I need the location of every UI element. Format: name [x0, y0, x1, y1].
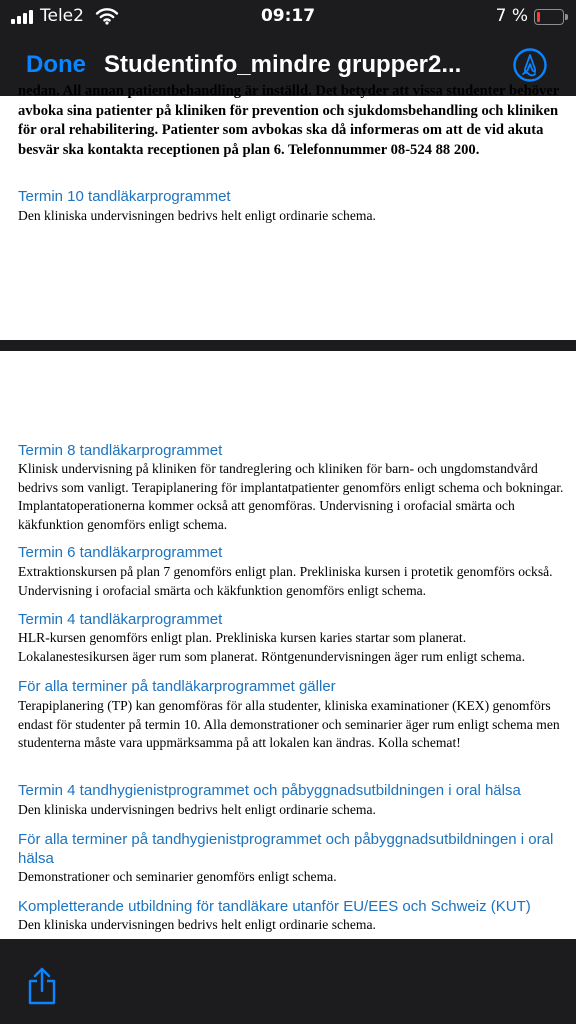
bottom-toolbar [0, 939, 576, 1024]
intro-line: besvär ska kontakta receptionen på plan 6. Telefonnummer 08-524 88 200. [18, 141, 480, 158]
section-body-termin-8: Klinisk undervisning på kliniken för tandreglering och kliniken för barn- och ungdomstandvård bedrivs som vanligt. Terapiplanering för implantatpatienter genomförs enligt schema och bokningar. Implantatoperationerna kommer också att genomföras. Undervisning i orofacial smärta och käkfunktion genomförs enligt schema. [18, 461, 564, 532]
battery-icon [534, 9, 564, 25]
section-heading-suffix: gäller [298, 678, 336, 695]
section-body-termin-4-th: Den kliniska undervisningen bedrivs helt enligt ordinarie schema. [18, 802, 376, 817]
intro-paragraph [18, 82, 568, 160]
section-heading-alla-terminer-th[interactable]: För alla terminer på tandhygienistprogrammet och påbyggnadsutbildningen i oral hälsa [18, 831, 554, 867]
section-heading-termin-4[interactable]: Termin 4 tandläkarprogrammet [18, 611, 223, 628]
clock: 09:17 [260, 6, 316, 26]
intro-line: för oral rehabilitering. Patienter som avbokas ska då informeras om att de vid akuta [18, 122, 544, 138]
section-heading-alla-terminer-tl[interactable] [18, 677, 568, 696]
section-heading-label: För alla terminer på tandläkarprogrammet [18, 678, 295, 695]
section-heading-termin-4-th[interactable]: Termin 4 tandhygienistprogrammet och påbyggnadsutbildningen i oral hälsa [18, 782, 521, 799]
document-title: Studentinfo_mindre grupper2... [104, 51, 462, 78]
section-body-alla-terminer-tl: Terapiplanering (TP) kan genomföras för alla studenter, kliniska examinationer (KEX) genomförs endast för studenter på termin 10. Alla demonstrationer och seminarier äger rum enligt schema men studenterna måste vara uppmärksamma på att lokalen kan ändras. Kolla schemat! [18, 698, 560, 750]
pdf-page-2 [0, 351, 576, 939]
share-icon[interactable] [26, 967, 58, 1005]
carrier-label: Tele2 [40, 6, 84, 26]
section-body-termin-6: Extraktionskursen på plan 7 genomförs enligt plan. Prekliniska kursen i protetik genomförs också. Undervisning i orofacial smärta och käkfunktion genomförs enligt schema. [18, 564, 553, 598]
section-heading-kut[interactable]: Kompletterande utbildning för tandläkare utanför EU/EES och Schweiz (KUT) [18, 898, 531, 915]
battery-percent: 7 % [495, 6, 528, 26]
section-body-termin-10: Den kliniska undervisningen bedrivs helt enligt ordinarie schema. [18, 208, 376, 223]
section-body-alla-terminer-th: Demonstrationer och seminarier genomförs enligt schema. [18, 869, 337, 884]
section-body-kut: Den kliniska undervisningen bedrivs helt enligt ordinarie schema. [18, 917, 376, 932]
intro-line: nedan. All annan patientbehandling är inställd. Det betyder att vissa studenter behöver [18, 83, 560, 99]
section-body-termin-4: HLR-kursen genomförs enligt plan. Prekliniska kursen karies startar som planerat. Lokalanestesikursen äger rum som planerat. Röntgenundervisningen äger rum enligt schema. [18, 630, 525, 664]
done-button[interactable]: Done [26, 51, 86, 78]
section-heading-termin-8[interactable]: Termin 8 tandläkarprogrammet [18, 442, 223, 459]
markup-pen-icon[interactable] [512, 47, 548, 83]
section-heading-termin-10[interactable]: Termin 10 tandläkarprogrammet [18, 188, 231, 205]
intro-line: avboka sina patienter på kliniken för prevention och sjukdomsbehandling och kliniken [18, 102, 559, 119]
pdf-page-1 [0, 83, 576, 340]
status-bar [0, 0, 576, 36]
section-heading-termin-6[interactable]: Termin 6 tandläkarprogrammet [18, 544, 223, 561]
